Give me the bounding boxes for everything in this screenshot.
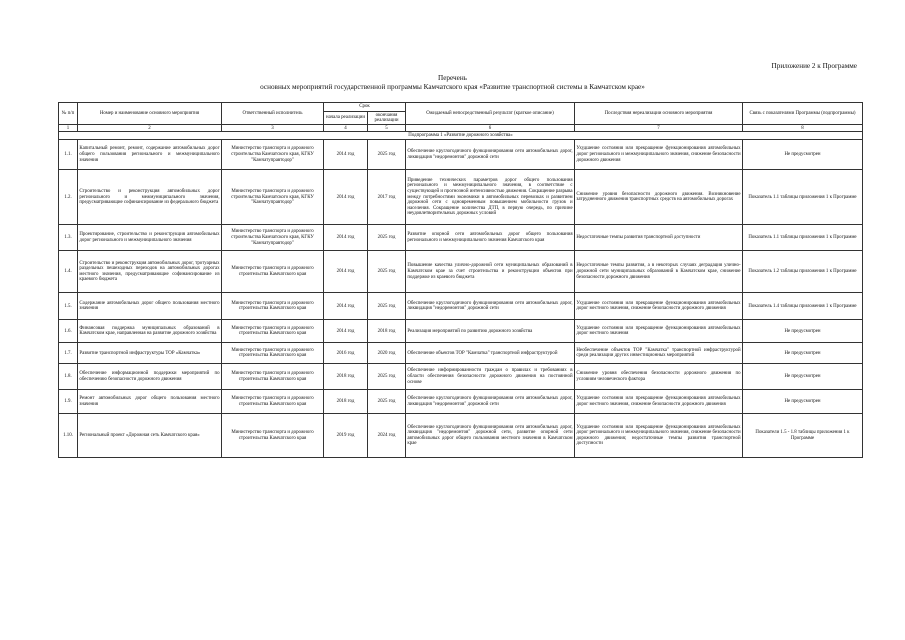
column-number: 8 bbox=[743, 125, 863, 132]
start-year: 2018 год bbox=[324, 364, 368, 390]
header-start: начала реализации bbox=[324, 112, 368, 125]
header-consequences: Последствия нереализации основного мероприятия bbox=[575, 103, 743, 125]
measures-table bbox=[58, 102, 863, 458]
row-number: 1.9. bbox=[59, 390, 78, 414]
row-number: 1.10. bbox=[59, 414, 78, 458]
indicator-link: Не предусмотрен bbox=[743, 364, 863, 390]
indicator-link: Показатель 1.2 таблицы приложения 1 к Программе bbox=[743, 251, 863, 293]
row-number: 1.7. bbox=[59, 343, 78, 364]
consequences: Ухудшение состояния или прекращение функционирования автомобильных дорог местного значения, снижение безопасности дорожного движения bbox=[575, 293, 743, 320]
measure-name: Региональный проект «Дорожная сеть Камчатского края» bbox=[78, 414, 222, 458]
table-row bbox=[59, 170, 863, 225]
start-year: 2014 год bbox=[324, 293, 368, 320]
expected-result: Обеспечение круглогодичного функционирования сети автомобильных дорог, ликвидация "недоремонтов" дорожной сети bbox=[406, 140, 575, 170]
executor: Министерство транспорта и дорожного строительства Камчатского края, КГКУ "Камчатуправтодор" bbox=[222, 140, 324, 170]
title-line-1: Перечень bbox=[438, 74, 467, 82]
column-number: 7 bbox=[575, 125, 743, 132]
row-number: 1.6. bbox=[59, 320, 78, 343]
expected-result: Приведение технических параметров дорог общего пользования регионального и межмуниципального значения, в соответствие с существующей и прогнозной интенсивностью движения. Сокращение разрыва между потребностями экономики в автомобильных перевозках и развитием дорожной сети с одновременным повышением мобильности грузов и населения. Сокращение количества ДТП, в первую очередь, по причине неудовлетворительных дорожных условий bbox=[406, 170, 575, 225]
executor: Министерство транспорта и дорожного строительства Камчатского края bbox=[222, 343, 324, 364]
end-year: 2024 год bbox=[368, 414, 406, 458]
measure-name: Капитальный ремонт, ремонт, содержание автомобильных дорог общего пользования регионального и межмуниципального значения bbox=[78, 140, 222, 170]
column-number: 1 bbox=[59, 125, 78, 132]
end-year: 2017 год bbox=[368, 170, 406, 225]
column-number: 5 bbox=[368, 125, 406, 132]
end-year: 2018 год bbox=[368, 320, 406, 343]
subprogram-title: Подпрограмма 1 «Развитие дорожного хозяйства» bbox=[59, 132, 863, 140]
row-number: 1.8. bbox=[59, 364, 78, 390]
measure-name: Финансовая поддержка муниципальных образований в Камчатском крае, направленная на развитие дорожного хозяйства bbox=[78, 320, 222, 343]
column-number: 6 bbox=[406, 125, 575, 132]
expected-result: Обеспечение круглогодичного функционирования сети автомобильных дорог, ликвидация "недоремонтов" дорожной сети bbox=[406, 293, 575, 320]
column-number: 2 bbox=[78, 125, 222, 132]
row-number: 1.3. bbox=[59, 225, 78, 251]
end-year: 2020 год bbox=[368, 343, 406, 364]
expected-result: Обеспечение информированности граждан о правилах и требованиях в области обеспечения безопасности дорожного движения на постоянной основе bbox=[406, 364, 575, 390]
expected-result: Обеспечение круглогодичного функционирования сети автомобильных дорог, ликвидация "недоремонтов" дорожной сети bbox=[406, 390, 575, 414]
document-title bbox=[0, 74, 905, 92]
start-year: 2014 год bbox=[324, 170, 368, 225]
end-year: 2025 год bbox=[368, 390, 406, 414]
row-number: 1.1. bbox=[59, 140, 78, 170]
expected-result: Развитие опорной сети автомобильных дорог общего пользования регионального и межмуниципального значения Камчатского края bbox=[406, 225, 575, 251]
end-year: 2025 год bbox=[368, 293, 406, 320]
subprogram-row bbox=[59, 132, 863, 140]
indicator-link: Не предусмотрен bbox=[743, 390, 863, 414]
executor: Министерство транспорта и дорожного строительства Камчатского края bbox=[222, 414, 324, 458]
consequences: Снижение уровня обеспечения безопасности дорожного движения по условиям человеческого фактора bbox=[575, 364, 743, 390]
header-term: Срок bbox=[324, 103, 406, 112]
consequences: Ухудшение состояния или прекращение функционирования автомобильных дорог регионального и межмуниципального значения, снижение безопасности дорожного движения bbox=[575, 140, 743, 170]
column-number: 3 bbox=[222, 125, 324, 132]
measure-name: Строительство и реконструкция автомобильных дорог регионального и межмуниципального значения, предусматривающие софинансирование из федерального бюджета bbox=[78, 170, 222, 225]
indicator-link: Показатель 1.1 таблицы приложения 1 к Программе bbox=[743, 170, 863, 225]
executor: Министерство транспорта и дорожного строительства Камчатского края bbox=[222, 390, 324, 414]
measure-name: Обеспечение информационной поддержки мероприятий по обеспечению безопасности дорожного движения bbox=[78, 364, 222, 390]
table-row bbox=[59, 320, 863, 343]
column-numbers-row bbox=[59, 125, 863, 132]
header-num: № п/п bbox=[59, 103, 78, 125]
header-result: Ожидаемый непосредственный результат (краткое описание) bbox=[406, 103, 575, 125]
executor: Министерство транспорта и дорожного строительства Камчатского края, КГКУ "Камчатуправтодор" bbox=[222, 170, 324, 225]
indicator-link: Показатель 1.1 таблицы приложения 1 к Программе bbox=[743, 225, 863, 251]
executor: Министерство транспорта и дорожного строительства Камчатского края bbox=[222, 293, 324, 320]
header-link: Связь с показателями Программы (подпрограммы) bbox=[743, 103, 863, 125]
executor: Министерство транспорта и дорожного строительства Камчатского края bbox=[222, 251, 324, 293]
indicator-link: Показатели 1.5 - 1.8 таблицы приложения 1 к Программе bbox=[743, 414, 863, 458]
executor: Министерство транспорта и дорожного строительства Камчатского края, КГКУ "Камчатуправтодор" bbox=[222, 225, 324, 251]
appendix-label: Приложение 2 к Программе bbox=[771, 62, 857, 70]
expected-result: Обеспечение круглогодичного функционирования сети автомобильных дорог, ликвидация "недоремонтов" дорожной сети, развитие опорной сети автомобильных дорог общего пользования местного значения в Камчатском крае bbox=[406, 414, 575, 458]
measure-name: Строительство и реконструкция автомобильных дорог, тротуарных раздельных пешеходных переходов на автомобильных дорогах местного значения, предусматривающие софинансирование из краевого бюджета bbox=[78, 251, 222, 293]
start-year: 2014 год bbox=[324, 225, 368, 251]
consequences: Недостаточные темпы развития, а в некоторых случаях деградация улично-дорожной сети муниципальных образований в Камчатском крае, снижение безопасности дорожного движения bbox=[575, 251, 743, 293]
indicator-link: Показатель 1.4 таблицы приложения 1 к Программе bbox=[743, 293, 863, 320]
table-row bbox=[59, 225, 863, 251]
consequences: Снижение уровня безопасности дорожного движения. Возникновение затрудненного движения транспортных средств на автомобильных дорогах bbox=[575, 170, 743, 225]
row-number: 1.5. bbox=[59, 293, 78, 320]
executor: Министерство транспорта и дорожного строительства Камчатского края bbox=[222, 364, 324, 390]
executor: Министерство транспорта и дорожного строительства Камчатского края bbox=[222, 320, 324, 343]
column-number: 4 bbox=[324, 125, 368, 132]
start-year: 2014 год bbox=[324, 251, 368, 293]
expected-result: Реализация мероприятий по развитию дорожного хозяйства bbox=[406, 320, 575, 343]
measure-name: Ремонт автомобильных дорог общего пользования местного значения bbox=[78, 390, 222, 414]
table-row bbox=[59, 364, 863, 390]
title-line-2: основных мероприятий государственной программы Камчатского края «Развитие транспортной системы в Камчатском крае» bbox=[260, 83, 645, 91]
table-row bbox=[59, 390, 863, 414]
table-row bbox=[59, 293, 863, 320]
consequences: Ухудшение состояния или прекращение функционирования автомобильных дорог местного значения bbox=[575, 320, 743, 343]
expected-result: Обеспечение объектов ТОР "Камчатка" транспортной инфраструктурой bbox=[406, 343, 575, 364]
measure-name: Проектирование, строительство и реконструкция автомобильных дорог регионального и межмуниципального значения bbox=[78, 225, 222, 251]
table-row bbox=[59, 140, 863, 170]
end-year: 2025 год bbox=[368, 251, 406, 293]
start-year: 2014 год bbox=[324, 320, 368, 343]
row-number: 1.4. bbox=[59, 251, 78, 293]
consequences: Ухудшение состояния или прекращение функционирования автомобильных дорог местного значения, снижение безопасности дорожного движения bbox=[575, 390, 743, 414]
consequences: Недостаточные темпы развития транспортной доступности bbox=[575, 225, 743, 251]
start-year: 2016 год bbox=[324, 343, 368, 364]
indicator-link: Не предусмотрен bbox=[743, 140, 863, 170]
table-row bbox=[59, 251, 863, 293]
measure-name: Содержание автомобильных дорог общего пользования местного значения bbox=[78, 293, 222, 320]
header-executor: Ответственный исполнитель bbox=[222, 103, 324, 125]
indicator-link: Не предусмотрен bbox=[743, 320, 863, 343]
end-year: 2025 год bbox=[368, 225, 406, 251]
consequences: Ухудшение состояния или прекращение функционирования автомобильных дорог регионального и межмуниципального значения, снижение безопасности дорожного движения; недостаточные темпы развития транспортной доступности bbox=[575, 414, 743, 458]
end-year: 2025 год bbox=[368, 364, 406, 390]
consequences: Необеспечение объектов ТОР "Камчатка" транспортной инфраструктурой среди реализации других инвестиционных мероприятий bbox=[575, 343, 743, 364]
table-row bbox=[59, 414, 863, 458]
header-end: окончания реализации bbox=[368, 112, 406, 125]
expected-result: Повышение качества улично-дорожной сети муниципальных образований в Камчатском крае за счет строительства и реконструкции объектов при поддержке из краевого бюджета bbox=[406, 251, 575, 293]
start-year: 2019 год bbox=[324, 414, 368, 458]
end-year: 2025 год bbox=[368, 140, 406, 170]
start-year: 2014 год bbox=[324, 140, 368, 170]
header-row bbox=[59, 103, 863, 112]
row-number: 1.2. bbox=[59, 170, 78, 225]
header-name: Номер и наименование основного мероприятия bbox=[78, 103, 222, 125]
measure-name: Развитие транспортной инфраструктуры ТОР «Камчатка» bbox=[78, 343, 222, 364]
start-year: 2018 год bbox=[324, 390, 368, 414]
indicator-link: Не предусмотрен bbox=[743, 343, 863, 364]
table-row bbox=[59, 343, 863, 364]
